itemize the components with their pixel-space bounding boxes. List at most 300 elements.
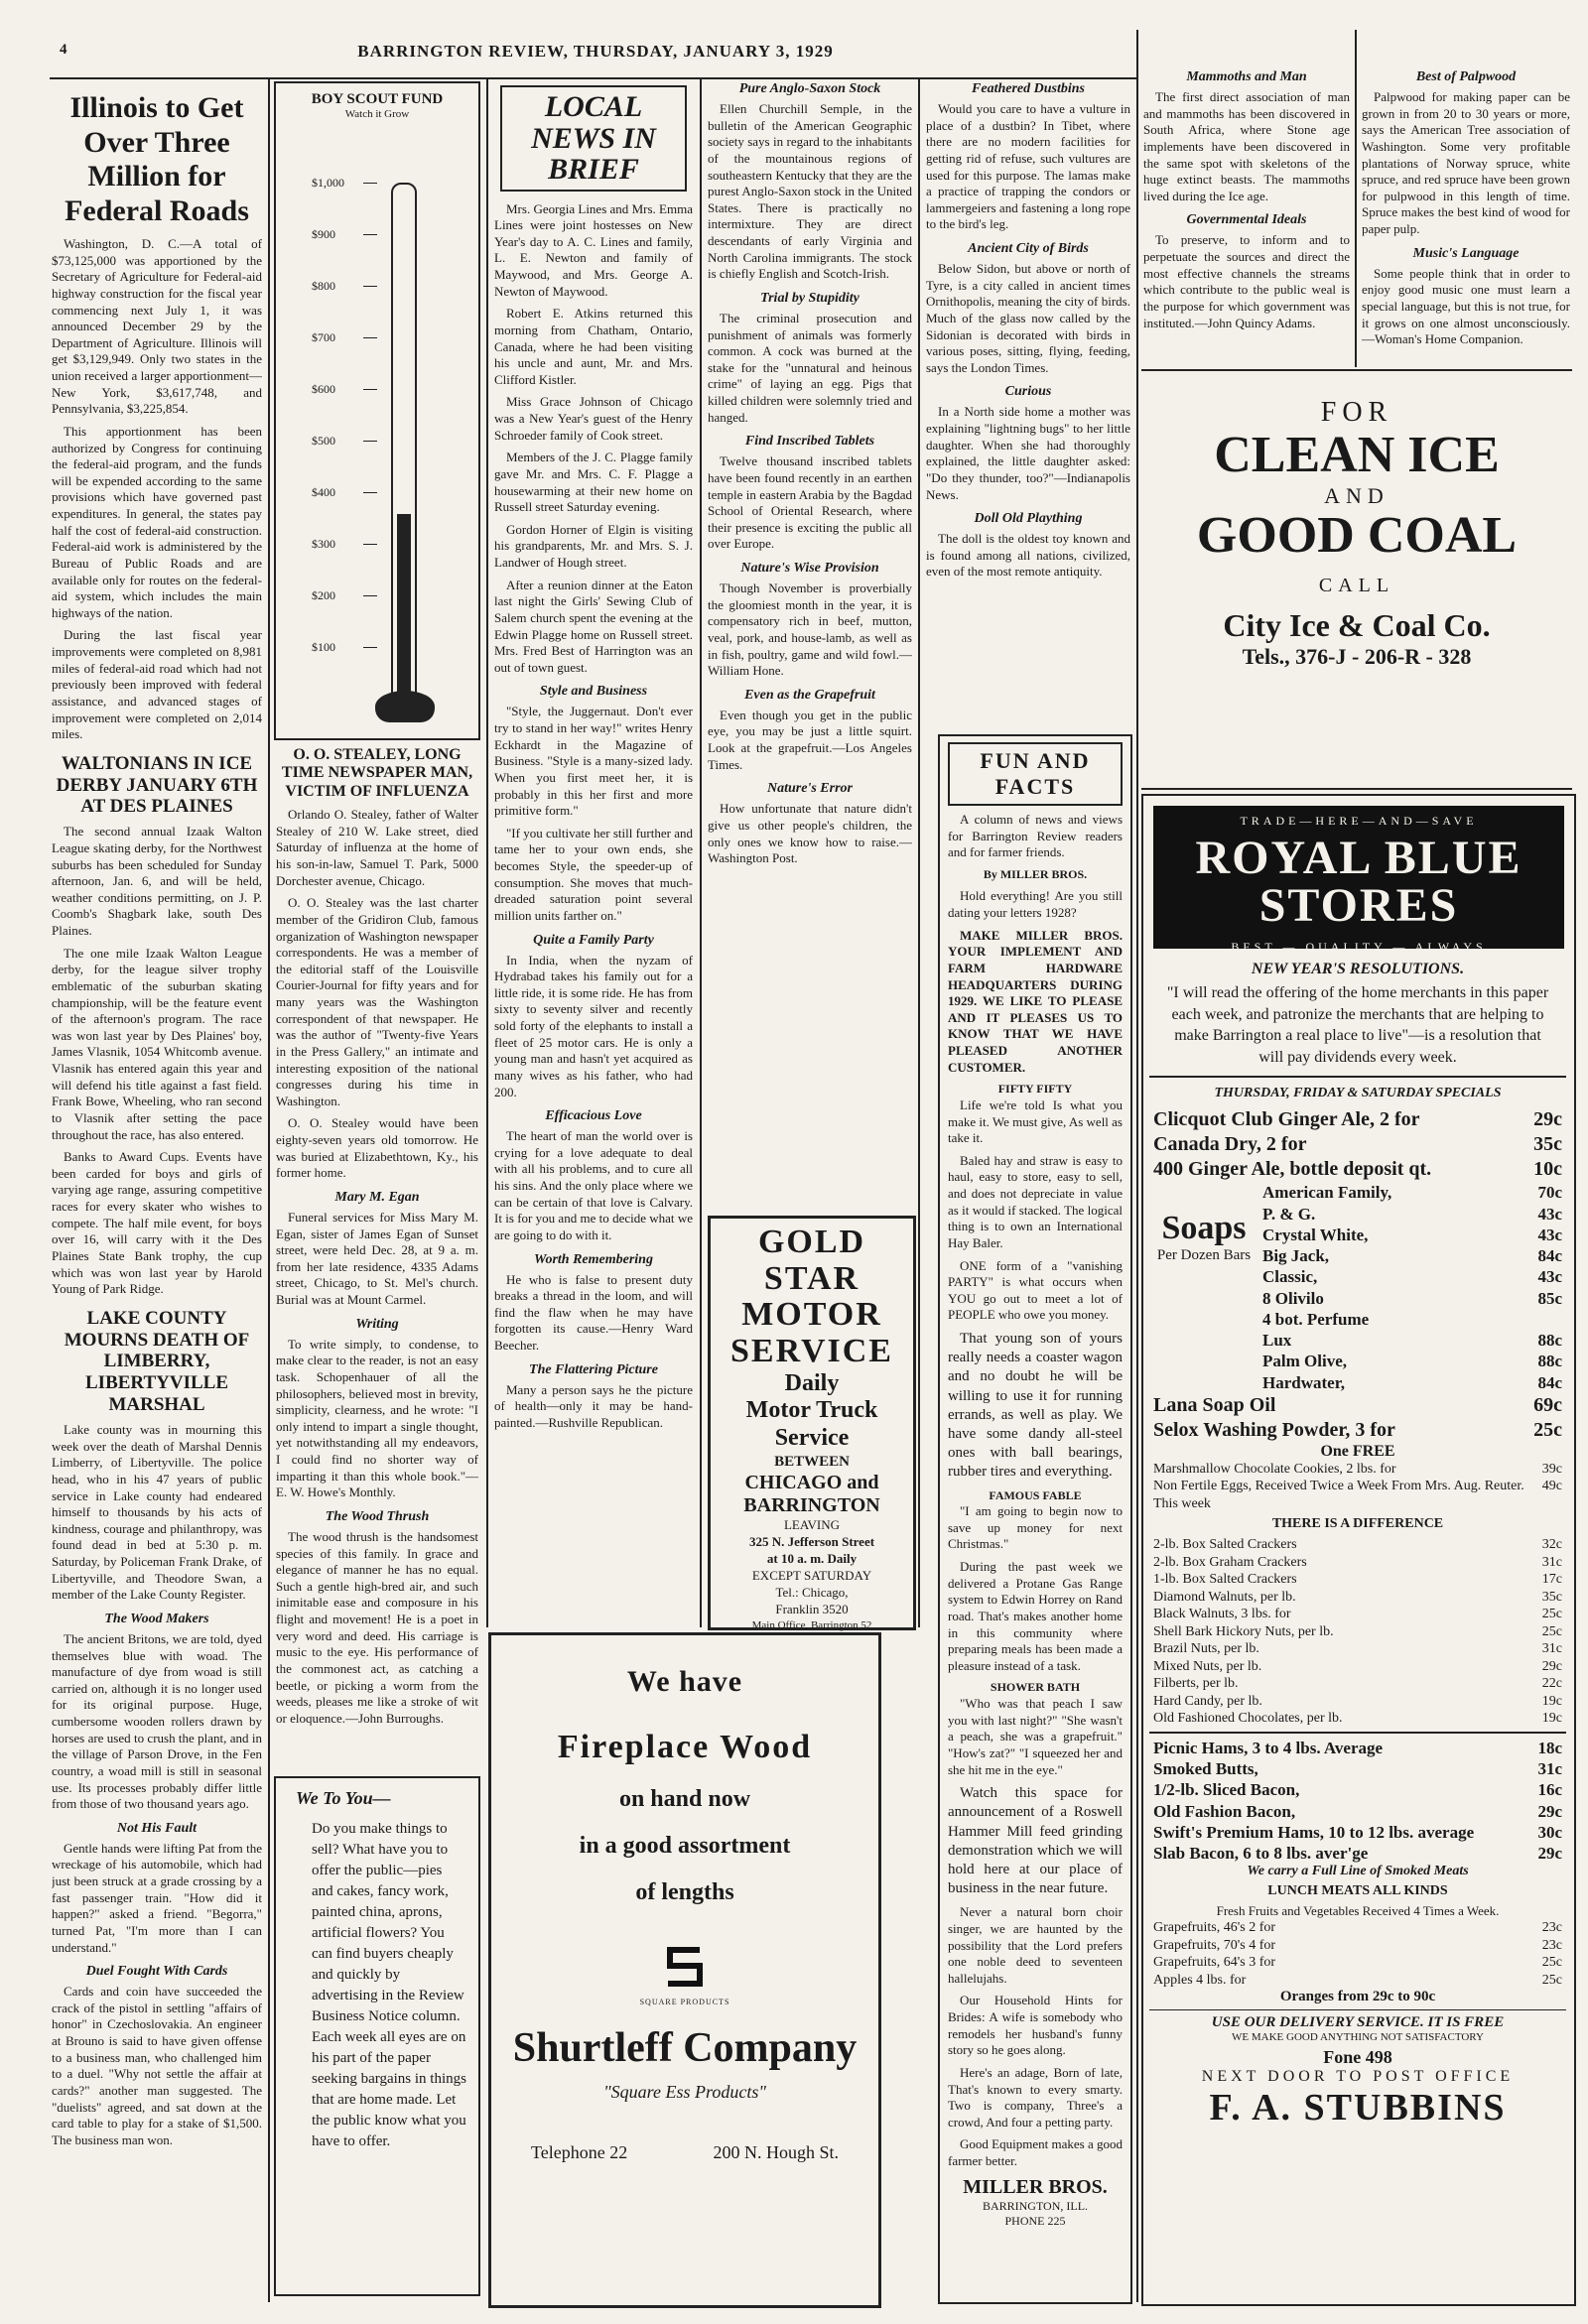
shower-body: "Who was that peach I saw you with last night?" "She wasn't a peach, she was a grapefruit." "How's zat?" "I squeezed her and she hit me in the eye." xyxy=(948,1696,1123,1777)
ny-body: "I will read the offering of the home merchants in this paper each week, and patronize the merchants that are helping to make Barrington a real place to live"—is a resolution that will pay dividends every week. xyxy=(1166,984,1549,1066)
headline-wood-thrush: The Wood Thrush xyxy=(325,1508,430,1524)
item-name: Filberts, per lb. xyxy=(1153,1676,1239,1692)
story-text: "If you cultivate her still further and tame her to your own ends, she becomes Style, the speeder-up of consumption. She moves that much-dreaded saturation point several million units farther on." xyxy=(494,825,693,923)
fund-level-label: $400 xyxy=(312,485,335,499)
item-price: 25c xyxy=(1541,1955,1562,1971)
item-name: Canada Dry, 2 for xyxy=(1153,1133,1307,1156)
miller-sig-city: BARRINGTON, ILL. xyxy=(982,2198,1089,2213)
store-phone: Fone 498 xyxy=(1323,2047,1392,2068)
item-name: 2-lb. Box Graham Crackers xyxy=(1153,1554,1307,1570)
fruits-title: Fresh Fruits and Vegetables Received 4 Times a Week. xyxy=(1216,1903,1500,1919)
item-price: 18c xyxy=(1537,1738,1562,1757)
item-price: 31c xyxy=(1541,1554,1562,1570)
item-price: 84c xyxy=(1537,1246,1562,1266)
gold-star-name: GOLD STAR xyxy=(757,1224,866,1297)
gold-star-sub: Service xyxy=(774,1425,850,1452)
price-row xyxy=(1149,1157,1566,1182)
fund-level-label: $100 xyxy=(312,640,335,654)
price-row xyxy=(1149,1571,1566,1589)
owner-name: F. A. STUBBINS xyxy=(1209,2087,1507,2130)
price-row xyxy=(1258,1309,1566,1330)
fund-level-tick xyxy=(363,441,377,442)
story-text: The ancient Britons, we are told, dyed themselves blue with woad. The manufacture of dye from woad is still carried on, although it is no longer used for its original purpose. Huge, cumbersome wooden rollers drawn by horses are used to crush the plant, and in the village of Parson Drove, in the Fen country, a woad mill is still in seasonal use. Its processes probably differ little from those of two thousand years ago. xyxy=(52,1630,262,1812)
we-to-you-box xyxy=(274,1776,480,2296)
item-name: Selox Washing Powder, 3 for xyxy=(1153,1418,1395,1441)
price-row xyxy=(1149,1843,1566,1864)
headline-stealey: O. O. STEALEY, LONG TIME NEWSPAPER MAN, VICTIM OF INFLUENZA xyxy=(281,746,473,800)
price-row xyxy=(1258,1204,1566,1225)
gold-star-address: 325 N. Jefferson Street xyxy=(748,1534,875,1550)
headline-lake-county: LAKE COUNTY MOURNS DEATH OF LIMBERRY, LIBERTYVILLE MARSHAL xyxy=(64,1307,250,1416)
story-text: The first direct association of man and mammoths has been discovered in South Africa, where Stone age implements have been discovered in the same spot with skeletons of the huge extinct beasts. The mammoths lived during the Ice age. xyxy=(1143,89,1350,203)
headline-anglo-saxon: Pure Anglo-Saxon Stock xyxy=(738,81,881,96)
item-name: Marshmallow Chocolate Cookies, 2 lbs. for xyxy=(1153,1461,1396,1477)
ice-good-coal: GOOD COAL xyxy=(1196,506,1518,564)
item-name: Big Jack, xyxy=(1262,1246,1330,1266)
price-row xyxy=(1149,1132,1566,1157)
fun-para: That young son of yours really needs a coaster wagon and no doubt he will be willing to use it for running errands, as well as play. We have some dandy all-steel ones with ball bearings, rubber tires and everything. xyxy=(948,1331,1123,1481)
fable-title: FAMOUS FABLE xyxy=(989,1487,1082,1502)
company-address: 200 N. Hough St. xyxy=(713,2142,839,2162)
item-name: Picnic Hams, 3 to 4 lbs. Average xyxy=(1153,1738,1384,1757)
fun-para: During the past week we delivered a Protane Gas Range system to Edwin Horrey on Rand road. That's makes another home in this community where preparing meals has been made a pleasure instead of a task. xyxy=(948,1559,1123,1673)
item-price: 29c xyxy=(1541,1658,1562,1674)
news-item: After a reunion dinner at the Eaton last night the Girls' Sewing Club of Salem church spent the evening at the Edwin Plagge home on Russell street. Mrs. Fred Best of Harrington was an out of town guest. xyxy=(494,577,693,675)
fun-and-facts-box xyxy=(938,734,1132,2304)
price-row xyxy=(1258,1266,1566,1287)
price-row xyxy=(1149,1693,1566,1711)
column-7 xyxy=(1362,69,1570,367)
price-row xyxy=(1258,1288,1566,1309)
column-2 xyxy=(276,746,478,1748)
price-row xyxy=(1149,1822,1566,1843)
item-price: 43c xyxy=(1537,1204,1562,1224)
headline-style: Style and Business xyxy=(539,684,648,700)
we-to-you-body: Do you make things to sell? What have you to offer the public—pies and cakes, fancy work, painted china, aprons, artificial flowers? You can find buyers cheaply and quickly by advertising in the Review Business Notice column. Each week all eyes are on his part of the paper seeking bargains in things that are home made. Let the public know what you have to offer. xyxy=(312,1821,466,2149)
item-name: Shell Bark Hickory Nuts, per lb. xyxy=(1153,1623,1334,1639)
royal-blue-banner xyxy=(1153,806,1564,954)
item-price: 19c xyxy=(1541,1711,1562,1727)
column-rule xyxy=(268,79,270,2302)
headline-wood-makers: The Wood Makers xyxy=(104,1611,209,1626)
story-text: The second annual Izaak Walton League skating derby, for the Northwest suburbs has been scheduled for Sunday afternoon, Jan. 6, and will be held, weather conditions permitting, on J. P. Coomb's Shagbark lake, south Des Plaines. xyxy=(52,824,262,939)
story-text: The doll is the oldest toy known and is found among all nations, civilized, even of the most remote antiquity. xyxy=(926,531,1130,580)
item-price: 84c xyxy=(1537,1372,1562,1392)
price-row xyxy=(1149,1554,1566,1572)
story-text: The heart of man the world over is crying for a love adequate to deal with all his problems, and to cure all his sins. And the only place where we can be certain of that love is Calvary. It is for you and me to decide what we are going to do with it. xyxy=(494,1128,693,1242)
story-text: Ellen Churchill Semple, in the bulletin of the American Geographic society says in regard to the inhabitants of the mountainous regions of southeastern Kentucky that they are the purest Anglo-Saxon stock in the United States. There is practically no intermixture. They are direct descendants of early Virginia and North Carolina immigrants. The stock is chiefly English and Scotch-Irish. xyxy=(708,101,912,282)
headline-palpwood: Best of Palpwood xyxy=(1415,69,1517,84)
masthead xyxy=(60,30,1131,75)
item-name: Lux xyxy=(1262,1331,1292,1351)
price-row xyxy=(1149,1536,1566,1554)
column-rule xyxy=(486,79,488,1627)
we-to-you-title: We To You— xyxy=(296,1788,391,1808)
item-name: Lana Soap Oil xyxy=(1153,1393,1276,1416)
soaps-label: Soaps xyxy=(1161,1210,1247,1247)
oranges-line: Oranges from 29c to 90c xyxy=(1279,1989,1436,2005)
fun-para: Good Equipment makes a good farmer better. xyxy=(948,2136,1123,2168)
company-tagline: "Square Ess Products" xyxy=(603,2082,766,2102)
drinks-list xyxy=(1149,1107,1566,1182)
ice-call: CALL xyxy=(1318,575,1395,597)
gold-star-sub: Daily xyxy=(784,1369,840,1396)
item-name: 4 bot. Perfume xyxy=(1262,1309,1370,1329)
price-row xyxy=(1149,1779,1566,1800)
news-item: Gordon Horner of Elgin is visiting his grandparents, Mr. and Mrs. S. J. Landwer of Hough street. xyxy=(494,521,693,570)
price-row xyxy=(1149,1675,1566,1693)
column-4 xyxy=(708,81,912,1203)
price-row xyxy=(1149,1937,1566,1955)
item-price: 88c xyxy=(1537,1331,1562,1351)
price-row xyxy=(1149,1710,1566,1728)
item-name: 2-lb. Box Salted Crackers xyxy=(1153,1537,1297,1553)
item-name: Brazil Nuts, per lb. xyxy=(1153,1641,1259,1657)
item-price: 88c xyxy=(1537,1352,1562,1371)
item-name: American Family, xyxy=(1262,1183,1392,1203)
item-price: 69c xyxy=(1533,1393,1562,1416)
story-text: The wood thrush is the handsomest species of this family. In grace and elegance of manner he has no equal. Such a gentle high-bred air, and such inimitable ease and composure in his flight and movement! He is a poet in very word and deed. His carriage is music to the eye. His performance of the commonest act, as catching a beetle, or picking a worm from the weeds, pleases me like a stroke of wit or eloquence.—John Burroughs. xyxy=(276,1528,478,1726)
item-price: 35c xyxy=(1541,1589,1562,1605)
fund-level-tick xyxy=(363,544,377,545)
headline-nature-wise: Nature's Wise Provision xyxy=(740,561,879,576)
smoked-line: We carry a Full Line of Smoked Meats xyxy=(1247,1864,1469,1879)
gold-star-route: CHICAGO and xyxy=(744,1472,879,1494)
column-1 xyxy=(52,87,262,2300)
price-row xyxy=(1149,1589,1566,1607)
item-name: Black Walnuts, 3 lbs. for xyxy=(1153,1607,1291,1622)
story-text: Many a person says he the picture of health—only it may be hand-painted.—Rushville Republican. xyxy=(494,1381,693,1430)
page-number: 4 xyxy=(60,42,68,58)
thermometer-bulb xyxy=(375,691,435,722)
square-s-logo-icon xyxy=(660,1942,710,1998)
news-item: Mrs. Georgia Lines and Mrs. Emma Lines were joint hostesses on New Year's day to A. C. Lines and family, L. E. Newton and family of Maywood, and Mrs. George A. Newton of Maywood. xyxy=(494,200,693,299)
item-name: Old Fashioned Chocolates, per lb. xyxy=(1153,1711,1343,1727)
fund-level-tick xyxy=(363,337,377,338)
news-item: Members of the J. C. Plagge family gave Mr. and Mrs. C. F. Plagge a housewarming at their new home on Russell street Saturday evening. xyxy=(494,450,693,515)
item-price: 31c xyxy=(1537,1759,1562,1779)
story-text: Some people think that in order to enjoy good music one must learn a special language, but this is not true, for it grows on one almost unconsciously.—Woman's Home Companion. xyxy=(1362,265,1570,347)
story-text: Banks to Award Cups. Events have been carded for boys and girls of varying age range, assuring competitive races for every skater who wishes to compete. The half mile event, for boys over 16, will carry with it the Des Plaines State Bank trophy, the cup which was won last year by Harold Young of Park Ridge. xyxy=(52,1149,262,1297)
ice-clean-ice: CLEAN ICE xyxy=(1214,427,1500,483)
story-text: O. O. Stealey was the last charter member of the Gridiron Club, famous organization of Washington newspaper correspondents. He was a member of the editorial staff of the Louisville Courier-Journal for fifty years and for many years was the Washington correspondent of that newspaper. He was the author of "Twenty-five Years in the Press Gallery," an intimate and interesting exposition of the national congresses during his time in Washington. xyxy=(276,895,478,1108)
column-6 xyxy=(1143,69,1350,367)
column-rule xyxy=(1136,30,1138,2302)
headline-writing: Writing xyxy=(355,1316,399,1332)
price-row xyxy=(1149,1919,1566,1937)
fund-level-tick xyxy=(363,183,377,184)
story-text: To preserve, to inform and to perpetuate the sources and direct the most effective channels the streams which contribute to the public weal is the purpose for which government was instituted.—John Quincy Adams. xyxy=(1143,232,1350,330)
price-row xyxy=(1149,1738,1566,1758)
headline-city-birds: Ancient City of Birds xyxy=(968,241,1089,256)
column-5 xyxy=(926,81,1130,726)
masthead-title: BARRINGTON REVIEW, THURSDAY, JANUARY 3, 1929 xyxy=(357,42,834,61)
item-price: 25c xyxy=(1533,1418,1562,1441)
guarantee-line: WE MAKE GOOD ANYTHING NOT SATISFACTORY xyxy=(1232,2031,1484,2044)
price-row xyxy=(1149,1461,1566,1479)
headline-local-news: LOCAL NEWS IN BRIEF xyxy=(500,85,687,192)
fun-para: ONE form of a "vanishing PARTY" is what occurs when YOU go out to meet a lot of PEOPLE who owe you money. xyxy=(948,1257,1123,1323)
miller-sig-name: MILLER BROS. xyxy=(963,2175,1108,2198)
price-row xyxy=(1149,1758,1566,1779)
price-row xyxy=(1258,1351,1566,1371)
fund-level-tick xyxy=(363,234,377,235)
item-price: 39c xyxy=(1541,1461,1562,1477)
fire-line1: We have xyxy=(626,1665,743,1698)
difference-list xyxy=(1149,1536,1566,1728)
difference-title: THERE IS A DIFFERENCE xyxy=(1271,1516,1444,1532)
gold-star-between: BETWEEN xyxy=(774,1453,850,1470)
headline-family-party: Quite a Family Party xyxy=(533,932,654,948)
story-text: Washington, D. C.—A total of $73,125,000 was apportioned by the Secretary of Agriculture for Federal-aid highway construction for the fiscal year commencing next July 1, it was announced December 29 by the Department of Agriculture. Illinois will get $3,129,949. Only two states in the union received a larger apportionment—New York, $3,617,748, and Pennsylvania, $3,225,854. xyxy=(52,236,262,417)
price-row xyxy=(1149,1606,1566,1623)
ice-and: AND xyxy=(1324,482,1390,508)
fund-level-label: $600 xyxy=(312,382,335,396)
ice-phones: Tels., 376-J - 206-R - 328 xyxy=(1242,644,1472,670)
price-row xyxy=(1149,1393,1566,1418)
soaps-block xyxy=(1149,1182,1566,1393)
gold-star-name: SERVICE xyxy=(730,1333,893,1370)
item-name: Clicquot Club Ginger Ale, 2 for xyxy=(1153,1108,1420,1131)
fifty-title: FIFTY FIFTY xyxy=(997,1082,1073,1097)
price-row xyxy=(1149,1972,1566,1990)
headline-curious: Curious xyxy=(1004,384,1052,400)
item-name: Old Fashion Bacon, xyxy=(1153,1801,1296,1821)
fun-para: Our Household Hints for Brides: A wife is somebody who remodels her husband's funny story so he goes along. xyxy=(948,1993,1123,2058)
rb-banner-bottom: BEST — QUALITY — ALWAYS xyxy=(1231,940,1487,954)
item-name: 400 Ginger Ale, bottle deposit qt. xyxy=(1153,1158,1432,1181)
headline-doll: Doll Old Plaything xyxy=(974,511,1083,527)
item-price: 17c xyxy=(1541,1572,1562,1588)
item-name: Grapefruits, 70's 4 for xyxy=(1153,1937,1276,1953)
gold-star-ad xyxy=(708,1216,916,1630)
item-price: 16c xyxy=(1537,1780,1562,1800)
boy-scout-fund-box xyxy=(274,81,480,740)
fund-level-label: $1,000 xyxy=(312,176,344,190)
fund-title: BOY SCOUT FUND xyxy=(311,91,444,107)
square-logo xyxy=(491,1942,878,2006)
fireplace-wood-ad xyxy=(488,1632,881,2308)
soaps-list xyxy=(1258,1182,1566,1393)
headline-grapefruit: Even as the Grapefruit xyxy=(744,687,875,703)
item-name: Mixed Nuts, per lb. xyxy=(1153,1658,1262,1674)
masthead-rule xyxy=(50,77,1136,79)
story-text: Would you care to have a vulture in place of a dustbin? In Tibet, where there are no modern facilities for getting rid of refuse, such vultures are used for this purpose. The lamas make a practice of trapping the condors or lammergeiers and fastening a long rope to the bird's leg. xyxy=(926,101,1130,232)
item-price: 23c xyxy=(1541,1937,1562,1953)
headline-trial: Trial by Stupidity xyxy=(760,290,860,306)
fund-level-label: $800 xyxy=(312,279,335,293)
ny-title: NEW YEAR'S RESOLUTIONS. xyxy=(1251,961,1465,977)
item-price: 29c xyxy=(1537,1801,1562,1821)
fire-line2: Fireplace Wood xyxy=(557,1729,813,1765)
gold-star-route: BARRINGTON xyxy=(743,1494,880,1517)
item-name: Swift's Premium Hams, 10 to 12 lbs. average xyxy=(1153,1822,1475,1842)
fund-level-tick xyxy=(363,595,377,596)
news-item: Miss Grace Johnson of Chicago was a New Year's guest of the Henry Schroeder family of Cook street. xyxy=(494,394,693,443)
item-name: Grapefruits, 64's 3 for xyxy=(1153,1955,1276,1971)
headline-music: Music's Language xyxy=(1412,245,1520,261)
rb-banner-top: TRADE—HERE—AND—SAVE xyxy=(1240,814,1478,828)
column-rule xyxy=(918,79,920,1627)
item-price: 29c xyxy=(1537,1844,1562,1864)
gold-star-time: at 10 a. m. Daily xyxy=(766,1550,858,1566)
column-rule xyxy=(1355,30,1357,367)
miller-sig-phone: PHONE 225 xyxy=(1004,2214,1066,2229)
company-contact xyxy=(531,2142,839,2163)
ice-company: City Ice & Coal Co. xyxy=(1223,607,1491,644)
headline-nature-error: Nature's Error xyxy=(767,781,853,797)
company-name: Shurtleff Company xyxy=(512,2025,858,2071)
item-name: Palm Olive, xyxy=(1262,1352,1347,1371)
story-text: Even though you get in the public eye, you may be just a little squirt. Look at the grapefruit.—Los Angeles Times. xyxy=(708,707,912,772)
story-text: "Style, the Juggernaut. Don't ever try to stand in her way!" writes Henry Eckhardt in the Magazine of Business. "Style is a many-sized lady. When you first meet her, it is probably in this her first and more primitive form." xyxy=(494,704,693,819)
story-text: This apportionment has been authorized by Congress for continuing the federal-aid program, and the funds will be expended according to the same provisions which have governed past expenditures. In general, the states pay half the cost of federal-aid construction. Federal-aid work is administered by the Bureau of Public Roads and are available only for routes on the federal-aid system, which includes the main highways of the nation. xyxy=(52,423,262,620)
story-text: Gentle hands were lifting Pat from the wreckage of his automobile, which had just been struck at a grade crossing by a fast passenger train. "How did it happen?" asked a friend. "Begorra," turned Pat, "I'm more than I can understand." xyxy=(52,1840,262,1955)
item-name: Grapefruits, 46's 2 for xyxy=(1153,1920,1276,1936)
gold-star-sub: Motor Truck xyxy=(745,1397,878,1424)
thermometer-fill xyxy=(397,514,411,697)
delivery-line: USE OUR DELIVERY SERVICE. IT IS FREE xyxy=(1211,2014,1505,2031)
fun-para: Watch this space for announcement of a Roswell Hammer Mill feed grinding demonstration which we will hold here at our place of business in the near future. xyxy=(948,1785,1123,1897)
headline-egan: Mary M. Egan xyxy=(334,1189,420,1205)
headline-mammoths: Mammoths and Man xyxy=(1186,69,1307,84)
item-price: 30c xyxy=(1537,1822,1562,1842)
story-text: Orlando O. Stealey, father of Walter Stealey of 210 W. Lake street, died Saturday of influenza at the home of his son-in-law, Samuel T. Park, 5000 Dorchester avenue, Chicago. xyxy=(276,807,478,888)
fund-subtitle: Watch it Grow xyxy=(344,108,410,120)
item-price: 29c xyxy=(1533,1108,1562,1131)
item-name: Diamond Walnuts, per lb. xyxy=(1153,1589,1296,1605)
price-row xyxy=(1149,1623,1566,1641)
story-text: Twelve thousand inscribed tablets have been found recently in an earthen temple in eastern Arabia by the Bagdad School of Oriental Research, where their presence is exciting the public all over Europe. xyxy=(708,453,912,552)
story-text: O. O. Stealey would have been eighty-seven years old tomorrow. He was buried at Elizabethtown, Ky., his former home. xyxy=(276,1115,478,1181)
lana-list xyxy=(1149,1393,1566,1443)
item-price: 22c xyxy=(1541,1676,1562,1692)
price-row xyxy=(1149,1107,1566,1132)
fifty-body: Life we're told Is what you make it. We must give, As well as take it. xyxy=(948,1097,1123,1146)
fable-body: "I am going to begin now to save up money for next Christmas." xyxy=(948,1503,1123,1552)
headline-federal-roads: Illinois to Get Over Three Million for Federal Roads xyxy=(65,91,249,227)
fun-para: Hold everything! Are you still dating your letters 1928? xyxy=(948,888,1123,921)
gold-star-tel: Tel.: Chicago, xyxy=(775,1584,849,1600)
story-text: The criminal prosecution and punishment of animals was formerly common. A cock was burned at the stake for the "unnatural and heinous crime" of laying an egg. Pigs that killed children were solemnly tried and hanged. xyxy=(708,310,912,425)
ice-for: FOR xyxy=(1320,397,1393,428)
price-row xyxy=(1258,1245,1566,1266)
fund-level-tick xyxy=(363,389,377,390)
item-name: 1-lb. Box Salted Crackers xyxy=(1153,1572,1297,1588)
item-price: 25c xyxy=(1541,1623,1562,1639)
fund-level-tick xyxy=(363,647,377,648)
headline-worth-remembering: Worth Remembering xyxy=(534,1251,653,1267)
price-row xyxy=(1149,1658,1566,1676)
item-price: 31c xyxy=(1541,1641,1562,1657)
story-text: Funeral services for Miss Mary M. Egan, sister of James Egan of Sunset street, were held Dec. 28, at 9 a. m. from her late residence, 4335 Adams street, Chicago, to St. Mel's church. Burial was at Mount Carmel. xyxy=(276,1209,478,1308)
fun-intro: A column of news and views for Barrington Review readers and for farmer friends. xyxy=(948,812,1123,860)
fund-level-tick xyxy=(363,492,377,493)
headline-duel: Duel Fought With Cards xyxy=(85,1964,228,1980)
item-price: 23c xyxy=(1541,1920,1562,1936)
fun-byline: By MILLER BROS. xyxy=(983,866,1088,881)
price-row xyxy=(1258,1372,1566,1393)
fund-level-label: $500 xyxy=(312,434,335,448)
item-name: P. & G. xyxy=(1262,1204,1316,1224)
story-text: In India, when the nyzam of Hydrabad takes his family out for a little ride, it is some ride. He has from sixty to seventy silver and recently sold forty of the elephants to install a fleet of 25 motor cars. He is only a young man and hasn't yet acquired as many wives as his father, who had 200. xyxy=(494,952,693,1099)
item-price: 43c xyxy=(1537,1225,1562,1244)
fun-para: Baled hay and straw is easy to haul, easy to store, easy to sell, and does not depreciate in value as it would if stacked. The logical thing is to own an International Hay Baler. xyxy=(948,1152,1123,1250)
headline-tablets: Find Inscribed Tablets xyxy=(744,434,875,450)
fun-para: Never a natural born choir singer, we are haunted by the possibility that the Lord prefers one noble deed to seventeen hallelujahs. xyxy=(948,1904,1123,1986)
story-text: To write simply, to condense, to make clear to the reader, is not an easy task. Schopenhauer of all the philosophers, believed most in brevity, simplicity, clearness, and he wrote: "I only intend to impart a single thought, yet notwithstanding all my endeavors, I could find no shorter way of imparting it than this whole book."—E. W. Howe's Monthly. xyxy=(276,1336,478,1500)
gold-star-office: Main Office, Barrington 52 xyxy=(751,1618,872,1631)
headline-gov-ideals: Governmental Ideals xyxy=(1186,212,1307,228)
story-text: The one mile Izaak Walton League derby, for the league silver trophy emblematic of the suburban skating championship, will be the feature event of the afternoon's program. The race was won last year by Des Plaines' boy, James Vlasnik, 1054 Whitcomb avenue. Vlasnik has entered again this year and will defend his title against a fast field. Frank Bowe, Wheeling, who ran second to Vlasnik after setting the pace throughout the race, has also entered. xyxy=(52,945,262,1142)
story-text: During the last fiscal year improvements were completed on 8,981 miles of federal-aid road which had not previously been improved with federal assistance, and advanced stages of improvement were completed on 2,014 miles. xyxy=(52,627,262,742)
price-row xyxy=(1149,1801,1566,1822)
fund-level-label: $200 xyxy=(312,588,335,602)
price-row xyxy=(1258,1182,1566,1203)
price-row xyxy=(1149,1478,1566,1512)
item-price: 25c xyxy=(1541,1607,1562,1622)
fund-level-label: $700 xyxy=(312,330,335,344)
price-row xyxy=(1258,1330,1566,1351)
item-name: 1/2-lb. Sliced Bacon, xyxy=(1153,1780,1300,1800)
headline-dustbins: Feathered Dustbins xyxy=(972,81,1085,96)
column-rule xyxy=(700,79,702,1627)
shower-title: SHOWER BATH xyxy=(990,1680,1081,1695)
thermometer-tube xyxy=(391,183,417,703)
item-name: Classic, xyxy=(1262,1267,1318,1287)
story-text: In a North side home a mother was explaining "lightning bugs" to her little daughter. When she had thoroughly explained, the little daughter asked: "Do they thunder, too?"—Indianapolis News. xyxy=(926,404,1130,502)
item-name: Slab Bacon, 6 to 8 lbs. aver'ge xyxy=(1153,1844,1369,1864)
story-text: How unfortunate that nature didn't give us other people's children, the only ones we know how to raise.—Washington Post. xyxy=(708,801,912,866)
headline-efficacious-love: Efficacious Love xyxy=(545,1108,642,1124)
story-text: Cards and coin have succeeded the crack of the pistol in settling "affairs of honor" in Czechoslovakia. An engineer at Brouno is said to have given offense to a business man, who challenged him to a duel. "Why not settle the affair at cards?" another man suggested. The "duelists" agreed, and sat down at the card table to play for a stake of $1,500. The business man won. xyxy=(52,1984,262,2147)
item-price: 32c xyxy=(1541,1537,1562,1553)
column-3 xyxy=(494,81,693,1624)
price-row xyxy=(1258,1225,1566,1245)
royal-blue-stores-ad xyxy=(1141,794,1576,2306)
news-item: Robert E. Atkins returned this morning from Chatham, Ontario, Canada, where he had been visiting his uncle and aunt, Mr. and Mrs. Clifford Kistler. xyxy=(494,306,693,387)
rb-banner-name: ROYAL BLUE STORES xyxy=(1195,832,1522,932)
gold-star-name: MOTOR xyxy=(741,1296,882,1334)
item-name: 8 Olivilo xyxy=(1262,1288,1324,1308)
price-row xyxy=(1149,1418,1566,1443)
meats-list xyxy=(1149,1738,1566,1865)
city-ice-coal-ad xyxy=(1141,369,1572,790)
fire-line3: on hand now xyxy=(618,1786,751,1812)
price-row xyxy=(1149,1640,1566,1658)
fire-line4: in a good assortment xyxy=(579,1833,791,1859)
headline-not-his-fault: Not His Fault xyxy=(116,1820,198,1836)
next-door-line: NEXT DOOR TO POST OFFICE xyxy=(1201,2068,1515,2086)
logo-caption: SQUARE PRODUCTS xyxy=(639,1998,730,2006)
fun-adage: Here's an adage, Born of late, That's known to every smarty. Two is company, Three's a crowd, And four a petting party. xyxy=(948,2064,1123,2130)
item-name: Hardwater, xyxy=(1262,1372,1345,1392)
headline-flattering-picture: The Flattering Picture xyxy=(529,1361,658,1377)
company-phone: Telephone 22 xyxy=(531,2142,628,2162)
story-text: He who is false to present duty breaks a thread in the loom, and will find the flaw when he may have forgotten its cause.—Henry Ward Beecher. xyxy=(494,1271,693,1353)
story-text: Though November is proverbially the gloomiest month in the year, it is compensatory rich in beef, mutton, veal, pork, and house-lamb, as well as in fish, poultry, game and wild fowl.—William Hone. xyxy=(708,581,912,679)
item-name: Non Fertile Eggs, Received Twice a Week From Mrs. Aug. Reuter. This week xyxy=(1153,1479,1524,1511)
item-name: Hard Candy, per lb. xyxy=(1153,1693,1262,1709)
gold-star-tel-num: Franklin 3520 xyxy=(775,1601,849,1616)
fruits-list xyxy=(1149,1919,1566,1989)
fund-level-tick xyxy=(363,286,377,287)
gold-star-except: EXCEPT SATURDAY xyxy=(751,1567,872,1583)
item-price: 19c xyxy=(1541,1693,1562,1709)
fund-level-label: $900 xyxy=(312,227,335,241)
story-text: Below Sidon, but above or north of Tyre, is a city called in ancient times Ornithopolis, meaning the city of birds. Much of the glass now called by the Sidonian is decorated with birds in various poses, sitting, flying, feeding, says the London Times. xyxy=(926,261,1130,375)
item-price: 85c xyxy=(1537,1288,1562,1308)
